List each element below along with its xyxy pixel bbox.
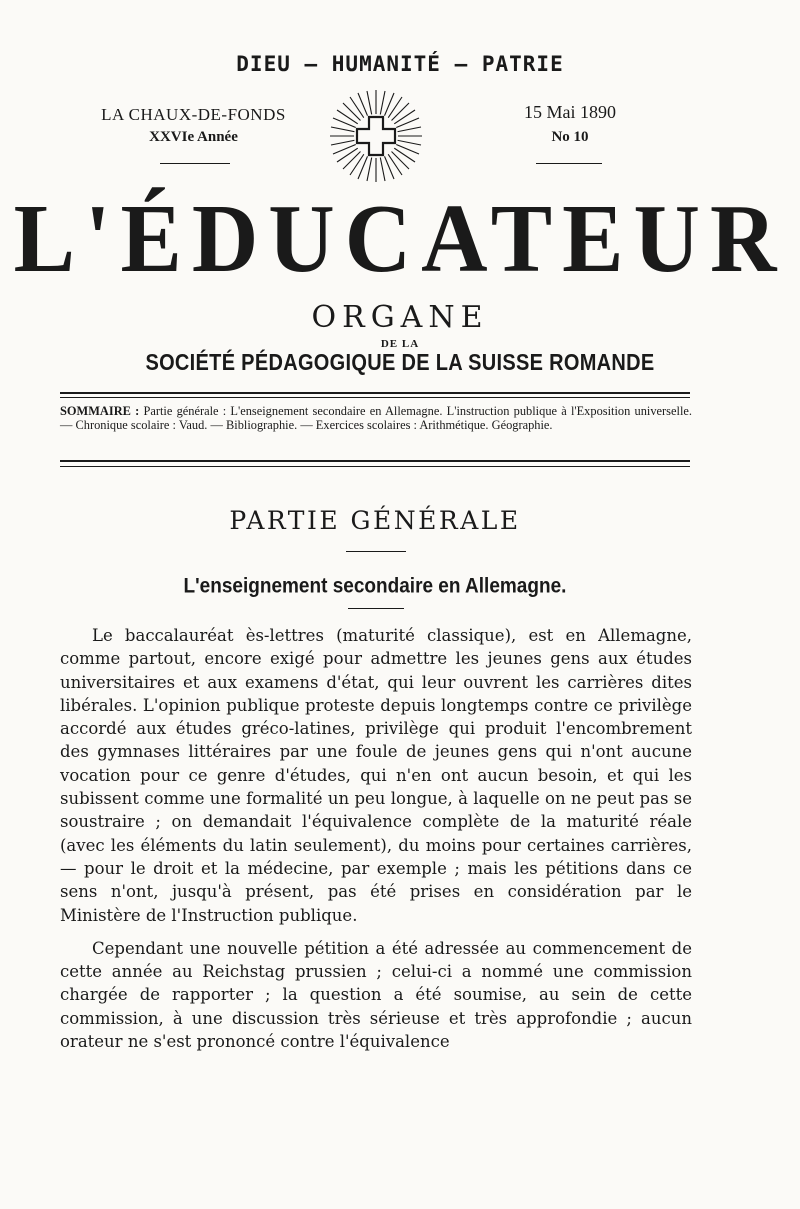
divider bbox=[160, 163, 230, 164]
issue-number: No 10 bbox=[551, 129, 589, 145]
sommaire-text: Partie générale : L'enseignement secondaire en Allemagne. L'instruction publique à l'Exposition universelle. — Chronique scolaire : Vaud. — Bibliographie. — Exercices scolaires : Arithmétique. Géographie. bbox=[60, 404, 692, 432]
divider bbox=[60, 392, 690, 394]
divider bbox=[60, 466, 690, 467]
divider bbox=[536, 163, 602, 164]
divider bbox=[348, 608, 404, 609]
journal-title: L'ÉDUCATEUR bbox=[13, 183, 787, 293]
de-la-label: DE LA bbox=[380, 338, 420, 350]
table-of-contents bbox=[60, 404, 692, 432]
section-title: PARTIE GÉNÉRALE bbox=[229, 506, 521, 535]
paragraph: Cependant une nouvelle pétition a été adressée au commencement de cette année au Reichstag prussien ; celui-ci a nommé une commission chargée de rapporter ; la question a été soumise, au sein de cette commission, à une discussion très sérieuse et très approfondie ; aucun orateur ne s'est prononcé contre l'équivalence bbox=[60, 938, 692, 1052]
issue-date: 15 Mai 1890 bbox=[524, 102, 616, 122]
masthead-right bbox=[500, 102, 640, 146]
city: LA CHAUX-DE-FONDS bbox=[101, 105, 286, 124]
divider bbox=[346, 551, 406, 552]
society-name: SOCIÉTÉ PÉDAGOGIQUE DE LA SUISSE ROMANDE bbox=[145, 350, 655, 376]
swiss-cross-emblem-icon bbox=[326, 86, 426, 186]
masthead-left bbox=[86, 105, 301, 146]
organe-label: ORGANE bbox=[311, 300, 489, 335]
article-title: L'enseignement secondaire en Allemagne. bbox=[183, 574, 567, 598]
sommaire-label: SOMMAIRE : bbox=[60, 404, 140, 418]
divider bbox=[60, 397, 690, 398]
motto: DIEU — HUMANITÉ — PATRIE bbox=[236, 52, 564, 76]
article-body bbox=[60, 624, 692, 1063]
divider bbox=[60, 460, 690, 462]
volume-year: XXVIe Année bbox=[149, 129, 238, 145]
paragraph: Le baccalauréat ès-lettres (maturité classique), est en Allemagne, comme partout, encore exigé pour admettre les jeunes gens aux études universitaires et aux examens d'état, qui leur ouvrent les carrières dites libérales. L'opinion publique proteste depuis longtemps contre ce privilège accordé aux études gréco-latines, privilège qui produit l'encombrement des gymnases littéraires par une foule de jeunes gens qui n'ont aucune vocation pour ce genre d'études, qui n'en ont aucun besoin, et qui les subissent comme une formalité un peu longue, à laquelle on ne peut pas se soustraire ; on demandait l'équivalence complète de la maturité réale (avec les éléments du latin seulement), du moins pour certaines carrières, — pour le droit et la médecine, par exemple ; mais les pétitions dans ce sens n'ont, jusqu'à présent, pas été prises en considération par le Ministère de l'Instruction publique. bbox=[60, 626, 692, 925]
